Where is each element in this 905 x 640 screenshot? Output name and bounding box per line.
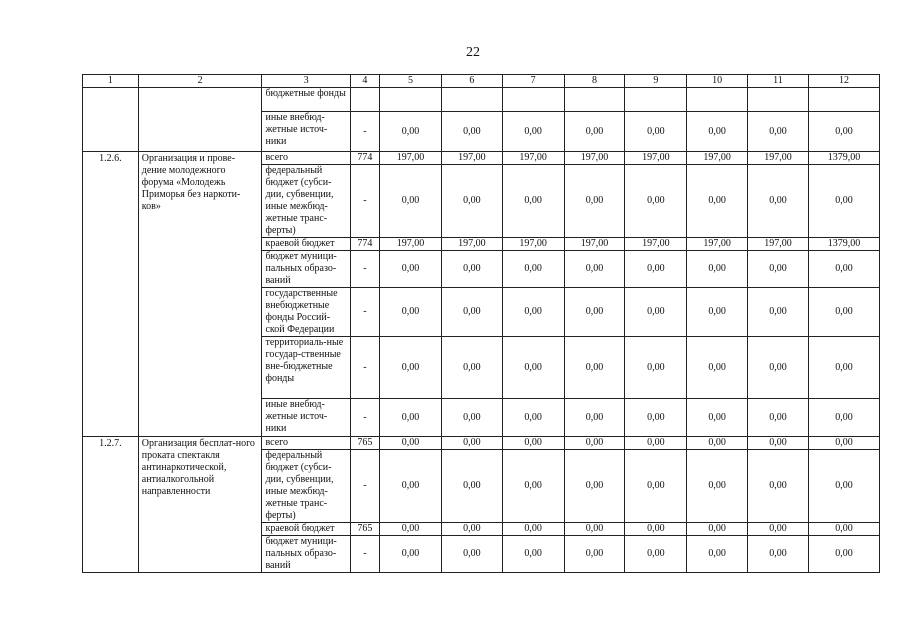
value-cell: 0,00	[687, 112, 748, 152]
value-cell: 0,00	[808, 437, 879, 450]
value-cell: 0,00	[441, 112, 502, 152]
value-cell: 0,00	[808, 251, 879, 288]
funding-source: иные внебюд-жетные источ-ники	[262, 112, 350, 152]
value-cell: 0,00	[502, 165, 564, 238]
value-cell: 197,00	[380, 152, 442, 165]
value-cell: 0,00	[625, 399, 687, 437]
value-cell: 0,00	[380, 437, 442, 450]
value-cell: 0,00	[625, 337, 687, 399]
value-cell: 197,00	[502, 152, 564, 165]
value-cell: 0,00	[380, 536, 442, 573]
value-cell: 197,00	[502, 238, 564, 251]
value-cell: 0,00	[808, 536, 879, 573]
value-cell: 197,00	[687, 152, 748, 165]
value-cell: 0,00	[687, 251, 748, 288]
value-cell: 0,00	[748, 112, 809, 152]
value-cell: 0,00	[625, 523, 687, 536]
value-cell: 0,00	[441, 523, 502, 536]
item-number	[83, 88, 139, 152]
budget-code: 765	[350, 523, 379, 536]
value-cell: 0,00	[625, 437, 687, 450]
funding-source: федеральный бюджет (субси-дии, субвенции, иные межбюд-жетные транс-ферты)	[262, 450, 350, 523]
funding-source: территориаль-ные государ-ственные вне-бюджетные фонды	[262, 337, 350, 399]
value-cell: 0,00	[687, 165, 748, 238]
column-header: 3	[262, 75, 350, 88]
funding-source: краевой бюджет	[262, 238, 350, 251]
budget-code: 774	[350, 152, 379, 165]
value-cell: 0,00	[564, 437, 625, 450]
funding-source: иные внебюд-жетные источ-ники	[262, 399, 350, 437]
value-cell: 0,00	[808, 399, 879, 437]
value-cell: 0,00	[808, 450, 879, 523]
funding-source: федеральный бюджет (субси-дии, субвенции, иные межбюд-жетные транс-ферты)	[262, 165, 350, 238]
value-cell: 0,00	[808, 165, 879, 238]
value-cell: 0,00	[748, 450, 809, 523]
value-cell: 0,00	[748, 165, 809, 238]
value-cell: 0,00	[564, 536, 625, 573]
value-cell: 197,00	[441, 238, 502, 251]
value-cell: 0,00	[748, 337, 809, 399]
funding-source: всего	[262, 152, 350, 165]
value-cell: 197,00	[687, 238, 748, 251]
budget-code: -	[350, 536, 379, 573]
value-cell: 0,00	[502, 288, 564, 337]
value-cell: 0,00	[748, 251, 809, 288]
value-cell: 197,00	[441, 152, 502, 165]
page-number: 22	[466, 45, 480, 60]
item-number: 1.2.6.	[83, 152, 139, 437]
budget-code: -	[350, 251, 379, 288]
item-name: Организация бесплат-ного проката спектакля антинаркотической, антиалкогольной направленности	[138, 437, 262, 573]
value-cell	[441, 88, 502, 112]
value-cell: 0,00	[441, 437, 502, 450]
value-cell: 0,00	[748, 399, 809, 437]
column-header: 6	[441, 75, 502, 88]
value-cell: 0,00	[380, 399, 442, 437]
value-cell: 0,00	[441, 288, 502, 337]
table-row	[83, 152, 880, 165]
value-cell: 0,00	[380, 112, 442, 152]
funding-source: всего	[262, 437, 350, 450]
value-cell: 0,00	[687, 450, 748, 523]
value-cell: 0,00	[625, 251, 687, 288]
value-cell: 197,00	[564, 152, 625, 165]
value-cell: 0,00	[502, 437, 564, 450]
value-cell: 0,00	[748, 437, 809, 450]
budget-code: -	[350, 112, 379, 152]
value-cell: 0,00	[502, 523, 564, 536]
column-header: 12	[808, 75, 879, 88]
value-cell: 0,00	[380, 165, 442, 238]
item-number: 1.2.7.	[83, 437, 139, 573]
value-cell: 0,00	[564, 251, 625, 288]
budget-table	[82, 74, 880, 573]
column-header: 5	[380, 75, 442, 88]
column-header: 2	[138, 75, 262, 88]
value-cell: 0,00	[502, 450, 564, 523]
value-cell: 197,00	[625, 238, 687, 251]
value-cell: 0,00	[748, 288, 809, 337]
value-cell: 0,00	[687, 288, 748, 337]
value-cell: 0,00	[808, 112, 879, 152]
value-cell: 0,00	[564, 337, 625, 399]
value-cell: 0,00	[625, 536, 687, 573]
value-cell: 0,00	[808, 337, 879, 399]
column-header: 10	[687, 75, 748, 88]
value-cell: 0,00	[380, 337, 442, 399]
value-cell: 0,00	[808, 288, 879, 337]
value-cell: 0,00	[564, 399, 625, 437]
funding-source: государственные внебюджетные фонды Россий-ской Федерации	[262, 288, 350, 337]
value-cell: 0,00	[625, 112, 687, 152]
column-header: 1	[83, 75, 139, 88]
value-cell: 0,00	[441, 450, 502, 523]
value-cell: 0,00	[687, 437, 748, 450]
budget-code: 765	[350, 437, 379, 450]
budget-code: -	[350, 450, 379, 523]
value-cell: 0,00	[564, 165, 625, 238]
item-name: Организация и прове-дение молодежного форума «Молодежь Приморья без наркоти-ков»	[138, 152, 262, 437]
value-cell: 197,00	[564, 238, 625, 251]
value-cell: 0,00	[502, 112, 564, 152]
value-cell: 0,00	[502, 337, 564, 399]
budget-code: -	[350, 165, 379, 238]
value-cell: 0,00	[564, 450, 625, 523]
header-row	[83, 75, 880, 88]
value-cell: 0,00	[687, 536, 748, 573]
value-cell: 197,00	[748, 238, 809, 251]
value-cell: 0,00	[502, 399, 564, 437]
value-cell	[687, 88, 748, 112]
value-cell: 0,00	[380, 523, 442, 536]
value-cell: 0,00	[380, 450, 442, 523]
value-cell: 0,00	[380, 251, 442, 288]
value-cell: 0,00	[625, 450, 687, 523]
value-cell: 0,00	[502, 251, 564, 288]
column-header: 11	[748, 75, 809, 88]
table-body	[83, 75, 880, 573]
table-row	[83, 437, 880, 450]
value-cell: 0,00	[748, 536, 809, 573]
value-cell: 1379,00	[808, 238, 879, 251]
value-cell	[748, 88, 809, 112]
value-cell: 0,00	[687, 337, 748, 399]
value-cell	[625, 88, 687, 112]
table-row	[83, 88, 880, 112]
value-cell: 0,00	[441, 337, 502, 399]
item-name	[138, 88, 262, 152]
value-cell: 0,00	[687, 523, 748, 536]
value-cell: 0,00	[625, 165, 687, 238]
budget-code	[350, 88, 379, 112]
budget-code: 774	[350, 238, 379, 251]
value-cell: 0,00	[441, 536, 502, 573]
funding-source: бюджет муници-пальных образо-ваний	[262, 536, 350, 573]
value-cell: 0,00	[748, 523, 809, 536]
value-cell: 0,00	[441, 165, 502, 238]
value-cell	[502, 88, 564, 112]
value-cell: 0,00	[564, 523, 625, 536]
value-cell: 0,00	[687, 399, 748, 437]
value-cell: 0,00	[441, 251, 502, 288]
value-cell	[380, 88, 442, 112]
value-cell: 0,00	[564, 112, 625, 152]
value-cell: 197,00	[748, 152, 809, 165]
value-cell: 0,00	[808, 523, 879, 536]
value-cell: 0,00	[502, 536, 564, 573]
funding-source: бюджетные фонды	[262, 88, 350, 112]
budget-code: -	[350, 337, 379, 399]
budget-code: -	[350, 399, 379, 437]
value-cell: 1379,00	[808, 152, 879, 165]
value-cell: 0,00	[625, 288, 687, 337]
value-cell	[564, 88, 625, 112]
value-cell: 0,00	[380, 288, 442, 337]
column-header: 8	[564, 75, 625, 88]
funding-source: бюджет муници-пальных образо-ваний	[262, 251, 350, 288]
column-header: 9	[625, 75, 687, 88]
column-header: 7	[502, 75, 564, 88]
value-cell: 0,00	[564, 288, 625, 337]
funding-source: краевой бюджет	[262, 523, 350, 536]
value-cell: 197,00	[380, 238, 442, 251]
value-cell: 197,00	[625, 152, 687, 165]
budget-code: -	[350, 288, 379, 337]
column-header: 4	[350, 75, 379, 88]
value-cell	[808, 88, 879, 112]
value-cell: 0,00	[441, 399, 502, 437]
